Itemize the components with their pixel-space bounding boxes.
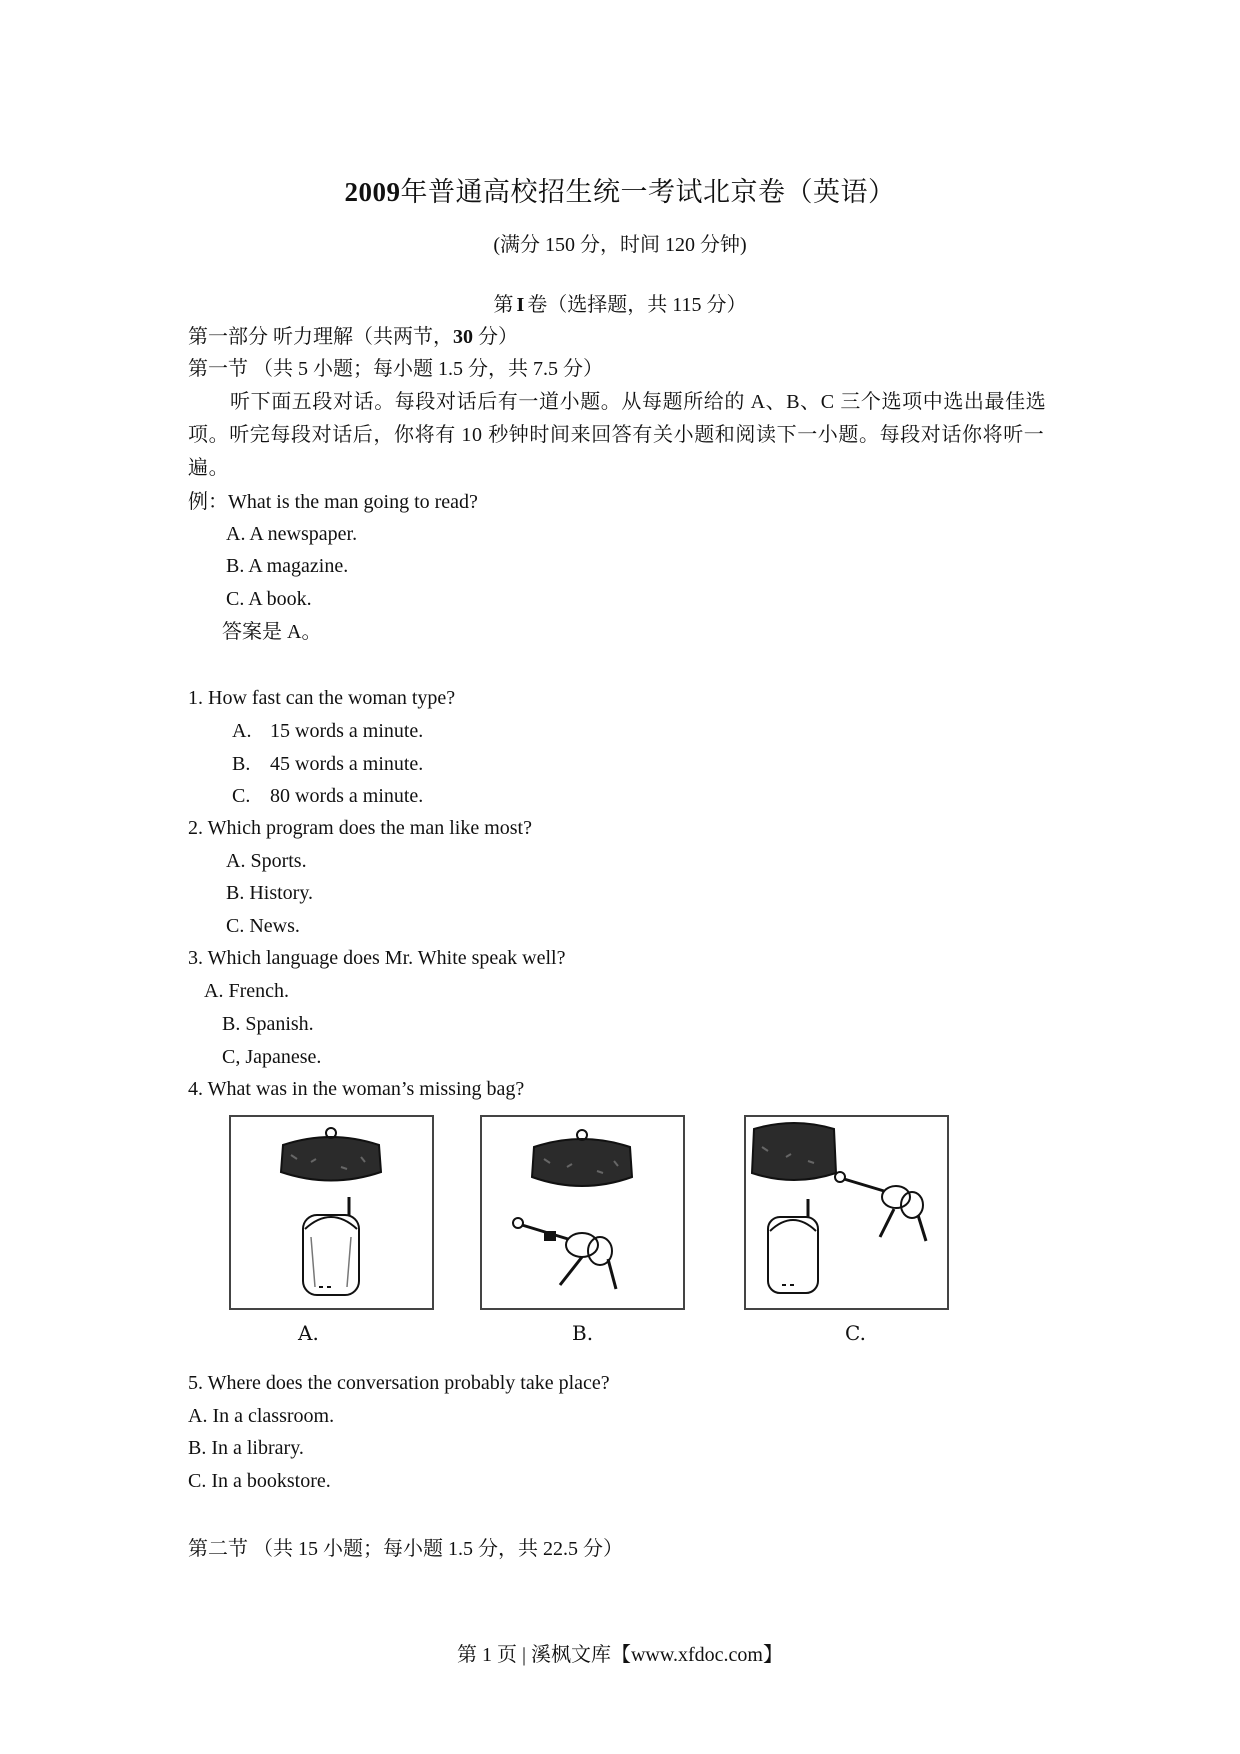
section1-instructions: 听下面五段对话。每段对话后有一道小题。从每题所给的 A、B、C 三个选项中选出最佳选项。听完每段对话后，你将有 10 秒钟时间来回答有关小题和阅读下一小题。每段对话你将听一遍。 xyxy=(188,391,1047,479)
question-1: 1. How fast can the woman type? xyxy=(188,687,456,709)
example-answer: 答案是 A。 xyxy=(222,621,322,643)
picture-label-a: A. xyxy=(298,1321,319,1345)
q4-picture-c xyxy=(744,1115,949,1310)
q4-picture-a xyxy=(229,1115,434,1310)
q4-picture-b xyxy=(480,1115,685,1310)
q1-option-a: A. 15 words a minute. xyxy=(232,720,424,742)
question-4: 4. What was in the woman’s missing bag? xyxy=(188,1078,525,1100)
q2-option-a: A. Sports. xyxy=(226,850,307,872)
q3-option-a: A. French. xyxy=(204,980,289,1002)
question-3: 3. Which language does Mr. White speak well? xyxy=(188,947,566,969)
picture-label-b: B. xyxy=(572,1321,594,1345)
purse-phone-illustration xyxy=(231,1117,432,1308)
volume-heading: 第 I 卷（选择题，共 115 分） xyxy=(493,294,747,316)
question-5: 5. Where does the conversation probably take place? xyxy=(188,1372,610,1394)
picture-label-c: C. xyxy=(845,1321,866,1345)
part1-heading: 第一部分 听力理解（共两节，30 分） xyxy=(188,326,518,348)
q2-option-b: B. History. xyxy=(226,882,314,904)
q5-option-b: B. In a library. xyxy=(188,1437,304,1459)
q1-option-c: C. 80 words a minute. xyxy=(232,785,424,807)
exam-subtitle: (满分 150 分，时间 120 分钟) xyxy=(493,234,747,256)
q2-option-c: C. News. xyxy=(226,915,300,937)
title-year: 2009 xyxy=(344,177,401,207)
purse-keys-phone-illustration xyxy=(746,1117,947,1308)
q5-option-a: A. In a classroom. xyxy=(188,1405,335,1427)
exam-title xyxy=(0,170,1240,209)
example-option-a: A. A newspaper. xyxy=(226,523,358,545)
q1-option-b: B. 45 words a minute. xyxy=(232,753,424,775)
title-text: 年普通高校招生统一考试北京卷（英语） xyxy=(400,177,896,207)
section2-heading: 第二节 （共 15 小题；每小题 1.5 分，共 22.5 分） xyxy=(188,1538,623,1560)
example-option-c: C. A book. xyxy=(226,588,312,610)
section1-heading: 第一节 （共 5 小题；每小题 1.5 分，共 7.5 分） xyxy=(188,358,603,380)
q5-option-c: C. In a bookstore. xyxy=(188,1470,331,1492)
volume-numeral: I xyxy=(516,294,525,316)
question-2: 2. Which program does the man like most? xyxy=(188,817,532,839)
q3-option-c: C, Japanese. xyxy=(222,1046,322,1068)
example-question: 例：What is the man going to read? xyxy=(188,491,478,513)
q3-option-b: B. Spanish. xyxy=(222,1013,314,1035)
example-option-b: B. A magazine. xyxy=(226,555,349,577)
purse-keys-illustration xyxy=(482,1117,683,1308)
page-footer: 第 1 页 | 溪枫文库【www.xfdoc.com】 xyxy=(456,1644,783,1666)
